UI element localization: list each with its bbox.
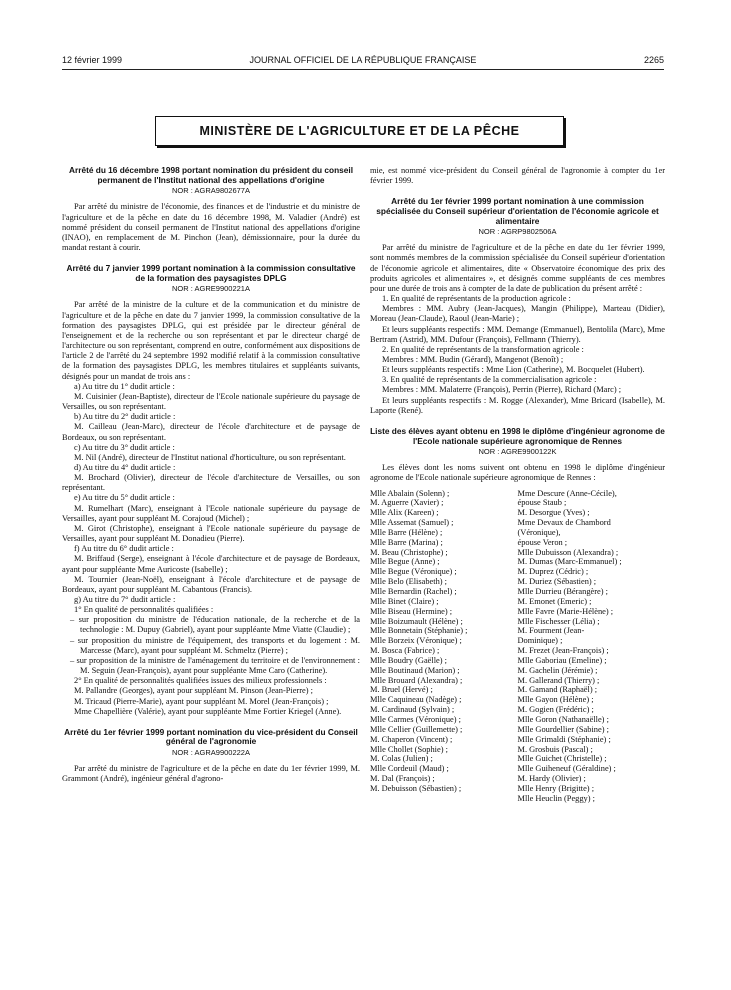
nor-reference: NOR : AGRP9802506A (478, 227, 557, 237)
paragraph: 2° En qualité de personnalités qualifiées issues des milieux professionnels : (74, 676, 327, 686)
graduate-name: Mlle Cordeuil (Maud) ; (370, 764, 449, 774)
graduate-name: M. Emonet (Emeric) ; (517, 596, 592, 606)
graduate-name: (Véronique), (517, 527, 561, 537)
graduate-name: M. Fourment (Jean- (517, 626, 585, 636)
graduate-name: M. Beau (Christophe) ; (370, 547, 448, 557)
graduate-name: Mlle Begue (Anne) ; (370, 557, 440, 567)
paragraph: 2. En qualité de représentants de la transformation agricole : (382, 344, 584, 354)
paragraph: Par arrêté du ministre de l'agriculture et de la pêche en date du 1er février 1999, sont nommés membres de la commission spécialisée du Conseil supérieur d'orientation de l'économie agricole et alimentaires, dite « Observatoire économique des prix des produits agricoles et alimentaires », et désignés comme suppléants de ces membres pour une durée de trois ans à compter de la date de publication du présent arrêté : (370, 243, 665, 293)
graduate-name: M. Hardy (Olivier) ; (517, 774, 586, 784)
graduate-name: Mlle Gayon (Hélène) ; (517, 695, 594, 705)
graduate-name: Mme Descure (Anne-Cécile), (517, 488, 617, 498)
paragraph: Par arrêté de la ministre de la culture et de la communication et du ministre de l'agriculture et de la pêche en date du 7 janvier 1999, la commission consultative de la formation des paysagistes DPLG, qui est présidée par le directeur général de l'enseignement et de la recherche ou son représentant et par le directeur chargé de l'architecture ou son représentant, comprend en outre, conformément aux dispositions de l'article 2 de l'arrêté du 24 septembre 1992 modifié relatif à la commission consultative de la formation des paysagistes DPLG, les membres titulaires et suppléants suivants, désignés pour un mandat de trois ans : (62, 300, 360, 381)
graduate-name: Mlle Guichet (Christelle) ; (517, 754, 607, 764)
graduate-name: Mlle Bernardin (Rachel) ; (370, 587, 457, 596)
graduate-list-right (518, 489, 666, 804)
header-date: 12 février 1999 (62, 55, 123, 65)
paragraph: g) Au titre du 7° dudit article : (74, 595, 176, 604)
paragraph: M. Cailleau (Jean-Marc), directeur de l'école d'architecture et de paysage de Bordeaux, ou son représentant. (62, 422, 360, 442)
graduate-list-left (370, 489, 518, 804)
paragraph: mie, est nommé vice-président du Conseil général de l'agronomie à compter du 1er février 1999. (370, 166, 665, 186)
paragraph: Et leurs suppléants respectifs : MM. Demange (Emmanuel), Bentolila (Marc), Mme Bertram (Astrid), MM. Dufour (François), Fellmann (Thierry). (370, 324, 665, 344)
graduate-name: M. Grosbuis (Pascal) ; (517, 744, 593, 754)
graduate-name: Mlle Caquineau (Nadège) ; (370, 695, 462, 705)
paragraph: 3. En qualité de représentants de la commercialisation agricole : (382, 375, 597, 385)
graduate-name: M. Dumas (Marc-Emmanuel) ; (517, 557, 622, 567)
decree-title: Arrêté du 16 décembre 1998 portant nomination du président du conseil permanent de l'Institut national des appellations d'origine (69, 165, 353, 185)
paragraph: M. Briffaud (Serge), enseignant à l'école d'architecture et de paysage de Bordeaux, ayant pour suppléante Mme Auricoste (Isabelle) ; (62, 554, 360, 574)
graduate-name: M. Dal (François) ; (370, 774, 435, 784)
left-column (62, 166, 360, 785)
nor-reference: NOR : AGRA9900222A (172, 748, 250, 758)
graduate-name: M. Chaperon (Vincent) ; (370, 734, 453, 744)
graduate-name: Mlle Binet (Claire) ; (370, 596, 439, 606)
paragraph: f) Au titre du 6° dudit article : (74, 544, 174, 554)
graduate-name: M. Bruel (Hervé) ; (370, 685, 433, 695)
graduate-name: Mlle Boudry (Gaëlle) ; (370, 655, 447, 665)
paragraph: b) Au titre du 2° dudit article : (74, 412, 176, 422)
paragraph: c) Au titre du 3° dudit article : (74, 442, 175, 452)
graduate-name: Mlle Guiheneuf (Géraldine) ; (517, 764, 616, 774)
graduate-name: Mlle Abalain (Solenn) ; (370, 488, 450, 498)
graduate-name: M. Gallerand (Thierry) ; (517, 675, 600, 685)
graduate-name: M. Gogien (Frédéric) ; (517, 705, 594, 715)
graduate-name: Mlle Alix (Kareen) ; (370, 508, 439, 518)
paragraph: M. Cuisinier (Jean-Baptiste), directeur de l'Ecole nationale supérieure du paysage de Versailles, ou son représentant. (62, 391, 360, 412)
graduate-name: M. Aguerre (Xavier) ; (370, 498, 444, 508)
paragraph: Membres : MM. Malaterre (François), Perrin (Pierre), Richard (Marc) ; (382, 385, 622, 395)
paragraph: 1. En qualité de représentants de la production agricole : (382, 294, 571, 304)
graduate-name: Mlle Dubuisson (Alexandra) ; (517, 547, 619, 557)
nor-reference: NOR : AGRA9802677A (172, 186, 250, 196)
graduate-name: M. Cardinaud (Sylvain) ; (370, 705, 455, 715)
header-page-number: 2265 (643, 55, 664, 65)
graduate-name: Mlle Barre (Hélène) ; (370, 527, 443, 537)
nor-reference: NOR : AGRE9900221A (172, 284, 250, 294)
page-header (62, 55, 664, 69)
list-item: – sur proposition de la ministre de l'aménagement du territoire et de l'environnement : M. Seguin (Jean-François), ayant pour suppléante Mme Caro (Catherine). (70, 655, 360, 676)
paragraph: Par arrêté du ministre de l'agriculture et de la pêche en date du 1er février 1999, M. Grammont (André), ingénieur général d'agrono- (62, 764, 360, 784)
ministry-title: MINISTÈRE DE L'AGRICULTURE ET DE LA PÊCHE (199, 124, 520, 138)
decree-title: Arrêté du 1er février 1999 portant nomination à une commission spécialisée du Conseil supérieur d'orientation de l'économie agricole et alimentaire (376, 196, 659, 226)
header-journal: JOURNAL OFFICIEL DE LA RÉPUBLIQUE FRANÇAISE (249, 55, 477, 65)
list-item: – sur proposition du ministre de l'éducation nationale, de la recherche et de la technologie : M. Dupuy (Gabriel), ayant pour suppléante Mme Viatte (Claudie) ; (70, 615, 360, 635)
graduate-name: Mlle Favre (Marie-Hélène) ; (517, 606, 614, 616)
graduate-name: Mlle Carmes (Véronique) ; (370, 714, 461, 724)
paragraph: Mme Chapellière (Valérie), ayant pour suppléante Mme Fortier Kriegel (Anne). (74, 706, 342, 716)
decree-title: Arrêté du 7 janvier 1999 portant nomination à la commission consultative de la formation des paysagistes DPLG (66, 263, 356, 283)
graduate-name: Mlle Begue (Véronique) ; (370, 567, 457, 577)
graduate-name: Mlle Grimaldi (Stéphanie) ; (517, 734, 611, 744)
paragraph: Les élèves dont les noms suivent ont obtenu en 1998 le diplôme d'ingénieur agronome de l'Ecole nationale supérieure agronomique de Rennes : (370, 463, 665, 483)
graduate-name: M. Gachelin (Jérémie) ; (517, 665, 598, 675)
paragraph: Membres : MM. Budin (Gérard), Mangenot (Benoît) ; (382, 354, 564, 364)
paragraph: 1° En qualité de personnalités qualifiées : (74, 605, 214, 615)
graduate-name: épouse Staub ; (517, 498, 567, 508)
graduate-name: Mlle Durrieu (Bérangère) ; (517, 587, 608, 596)
graduate-name: Mlle Barre (Marina) ; (370, 537, 443, 547)
paragraph: a) Au titre du 1° dudit article : (74, 381, 175, 391)
paragraph: Et leurs suppléants respectifs : Mme Lion (Catherine), M. Bocquelet (Hubert). (382, 365, 645, 375)
graduate-name: Dominique) ; (517, 636, 563, 646)
graduate-name: Mlle Goron (Nathanaëlle) ; (517, 714, 609, 724)
paragraph: e) Au titre du 5° dudit article : (74, 493, 175, 503)
graduate-name: M. Debuisson (Sébastien) ; (370, 783, 462, 793)
graduate-name: épouse Veron ; (517, 537, 568, 547)
decree-title: Liste des élèves ayant obtenu en 1998 le diplôme d'ingénieur agronome de l'Ecole nationale supérieure agronomique de Rennes (370, 425, 665, 446)
paragraph: M. Brochard (Olivier), directeur de l'école d'architecture de Versailles, ou son représentant. (62, 473, 360, 493)
graduate-name: Mme Devaux de Chambord (517, 518, 611, 528)
graduate-name: Mlle Heuclin (Peggy) ; (517, 793, 595, 803)
graduate-name: Mlle Henry (Brigitte) ; (517, 783, 595, 793)
paragraph: Et leurs suppléants respectifs : M. Rogge (Alexander), Mme Bricard (Isabelle), M. Laporte (René). (370, 395, 665, 415)
paragraph: M. Rumelhart (Marc), enseignant à l'Ecole nationale supérieure du paysage de Versailles, ayant pour suppléant M. Corajoud (Michel) ; (62, 503, 360, 523)
paragraph: M. Nil (André), directeur de l'Institut national d'horticulture, ou son représentant. (74, 452, 346, 462)
header-rule (62, 69, 664, 70)
graduate-name: Mlle Gaboriau (Emeline) ; (517, 655, 607, 665)
graduate-name: M. Colas (Julien) ; (370, 754, 433, 764)
graduate-name: M. Frezet (Jean-François) ; (517, 646, 609, 656)
nor-reference: NOR : AGRE9900122K (478, 447, 557, 457)
graduate-name: Mlle Bonnetain (Stéphanie) ; (370, 626, 468, 636)
graduate-name: M. Bosca (Fabrice) ; (370, 646, 440, 656)
paragraph: d) Au titre du 4° dudit article : (74, 462, 176, 472)
graduate-name: Mlle Chollet (Sophie) ; (370, 744, 448, 754)
list-item: – sur proposition du ministre de l'équipement, des transports et du logement : M. Marcesse (Marc), ayant pour suppléant M. Schmeltz (Pierre) ; (70, 635, 360, 655)
graduate-name: M. Duprez (Cédric) ; (517, 567, 589, 577)
graduate-list (370, 489, 665, 804)
graduate-name: Mlle Belo (Elisabeth) ; (370, 577, 447, 587)
graduate-name: M. Duriez (Sébastien) ; (517, 577, 597, 587)
graduate-name: Mlle Cellier (Guillemette) ; (370, 724, 463, 734)
graduate-name: M. Gamand (Raphaël) ; (517, 685, 598, 695)
paragraph: M. Tournier (Jean-Noël), enseignant à l'école d'architecture et de paysage de Bordeaux, ayant pour suppléant M. Cabantous (Francis). (62, 574, 360, 594)
right-column (370, 166, 665, 804)
decree-title: Arrêté du 1er février 1999 portant nomination du vice-président du Conseil général de l'agronomie (64, 726, 358, 747)
graduate-name: Mlle Borzeix (Véronique) ; (370, 636, 462, 646)
graduate-name: Mlle Brouard (Alexandra) ; (370, 675, 463, 685)
graduate-name: Mlle Biseau (Hermine) ; (370, 606, 453, 616)
graduate-name: M. Desorgue (Yves) ; (517, 508, 590, 518)
paragraph: Par arrêté du ministre de l'économie, des finances et de l'industrie et du ministre de l'agriculture et de la pêche en date du 16 décembre 1998, M. Valadier (André) est nommé président du conseil permanent de l'Institut national des appellations d'origine (INAO), en remplacement de M. Pinchon (Jean), démissionnaire, pour la durée du mandat restant à courir. (62, 202, 360, 252)
graduate-name: Mlle Fischesser (Lélia) ; (517, 616, 600, 626)
paragraph: M. Tricaud (Pierre-Marie), ayant pour suppléant M. Morel (Jean-François) ; (74, 696, 329, 706)
graduate-name: Mlle Boutinaud (Marion) ; (370, 665, 460, 675)
graduate-name: Mlle Boizumault (Hélène) ; (370, 616, 463, 626)
graduate-name: Mlle Assemat (Samuel) ; (370, 518, 454, 528)
graduate-name: Mlle Gourdellier (Sabine) ; (517, 724, 609, 734)
ministry-title-box (155, 116, 564, 146)
paragraph: Membres : MM. Aubry (Jean-Jacques), Mangin (Philippe), Marteau (Didier), Moreau (Jean-Claude), Raoul (Jean-Marie) ; (370, 304, 665, 324)
paragraph: M. Girot (Christophe), enseignant à l'Ecole nationale supérieure du paysage de Versailles, ayant pour suppléant M. Donadieu (Pierre). (62, 523, 360, 544)
paragraph: M. Pallandre (Georges), ayant pour suppléant M. Pinson (Jean-Pierre) ; (74, 686, 313, 696)
